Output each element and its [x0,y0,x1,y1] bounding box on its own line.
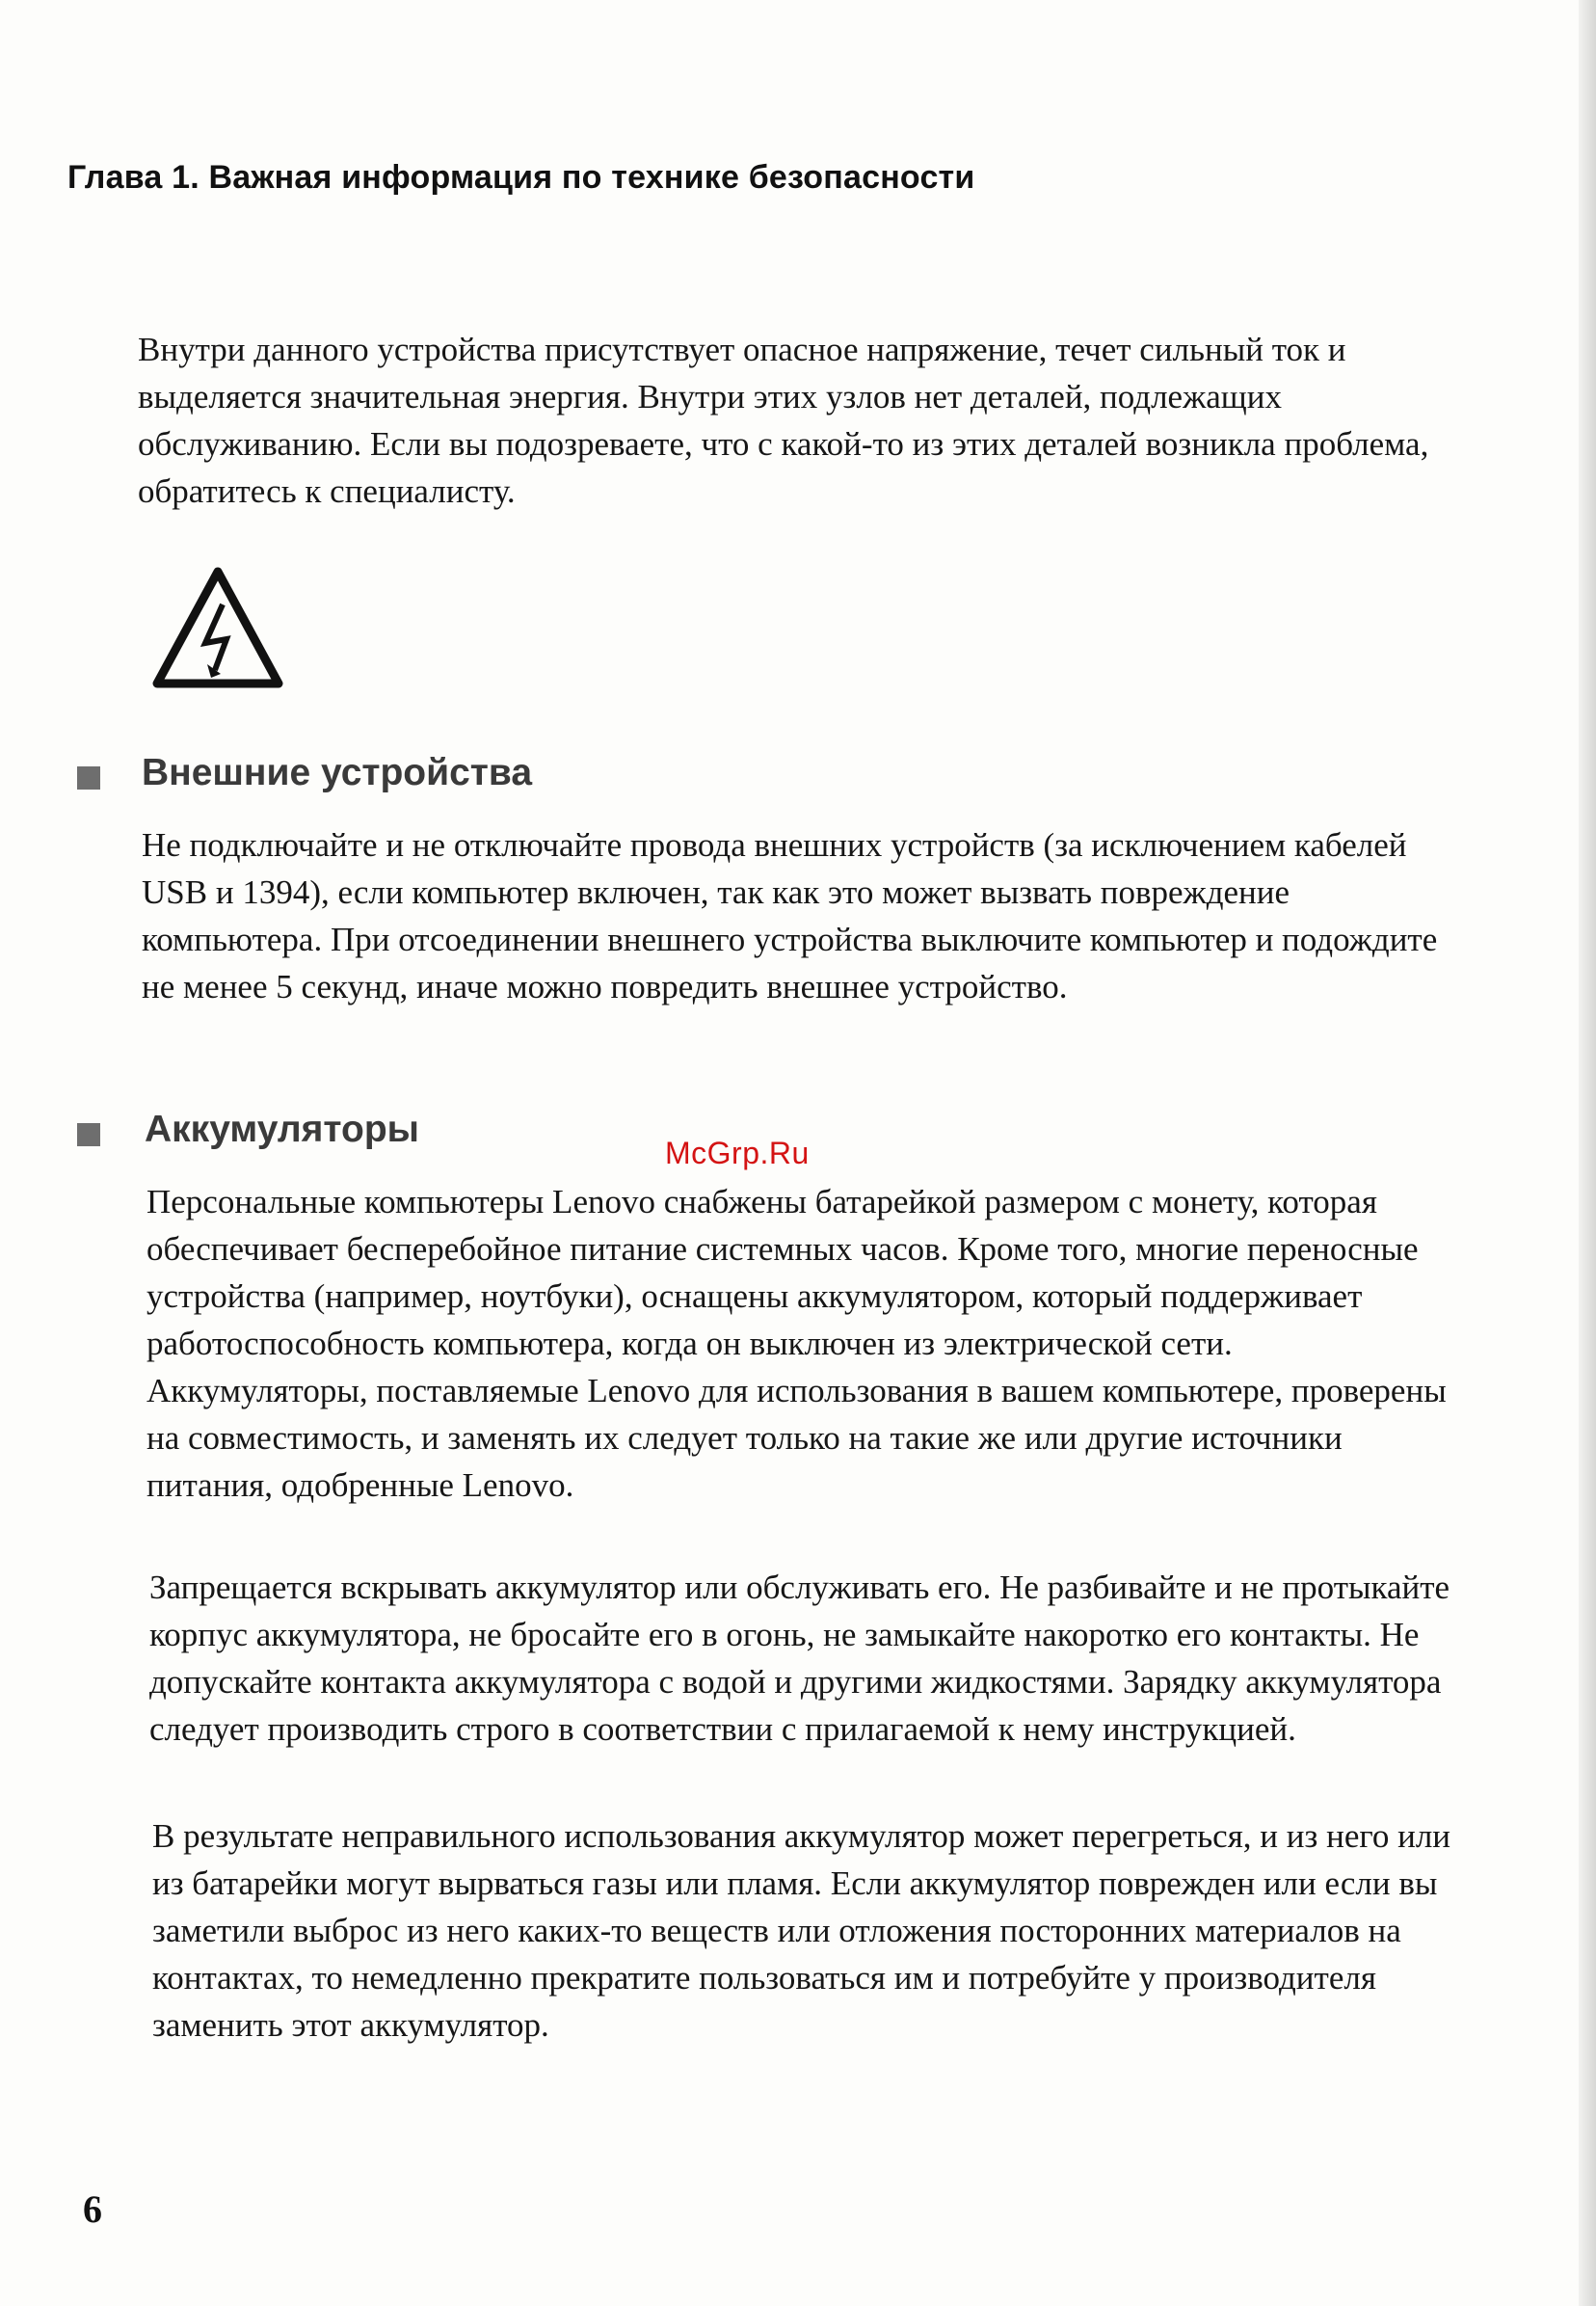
batteries-paragraph-3: В результате неправильного использования аккумулятор может перегреться, и из него или из батарейки могут вырваться газы или пламя. Если аккумулятор поврежден или если вы заметили выброс из него каких-то веществ или отложения посторонних материалов на контактах, то немедленно прекратите пользоваться им и потребуйте у производителя заменить этот аккумулятор. [152,1817,1451,2044]
square-bullet-icon [77,1123,100,1146]
high-voltage-warning-icon [149,564,286,691]
page-edge-shadow [1579,0,1596,2306]
external-devices-paragraph: Не подключайте и не отключайте провода внешних устройств (за исключением кабелей USB и 1394), если компьютер включен, так как это может вызвать повреждение компьютера. При отсоединении внешнего устройства выключите компьютер и подождите не менее 5 секунд, иначе можно повредить внешнее устройство. [142,826,1438,1006]
section-heading-batteries: Аккумуляторы [145,1109,419,1150]
chapter-title: Глава 1. Важная информация по технике безопасности [67,159,975,196]
watermark-link[interactable]: McGrp.Ru [665,1136,810,1170]
page-number: 6 [83,2187,102,2231]
intro-paragraph: Внутри данного устройства присутствует опасное напряжение, течет сильный ток и выделяется значительная энергия. Внутри этих узлов нет деталей, подлежащих обслуживанию. Если вы подозреваете, что с какой-то из этих деталей возникла проблема, обратитесь к специалисту. [138,331,1429,510]
batteries-paragraph-2: Запрещается вскрывать аккумулятор или обслуживать его. Не разбивайте и не протыкайте корпус аккумулятора, не бросайте его в огонь, не замыкайте накоротко его контакты. Не допускайте контакта аккумулятора с водой и другими жидкостями. Зарядку аккумулятора следует производить строго в соответствии с прилагаемой к нему инструкцией. [149,1569,1450,1748]
batteries-paragraph-1: Персональные компьютеры Lenovo снабжены батарейкой размером с монету, которая обеспечивает бесперебойное питание системных часов. Кроме того, многие переносные устройства (например, ноутбуки), оснащены аккумулятором, который поддерживает работоспособность компьютера, когда он выключен из электрической сети. Аккумуляторы, поставляемые Lenovo для использования в вашем компьютере, проверены на совместимость, и заменять их следует только на такие же или другие источники питания, одобренные Lenovo. [146,1183,1447,1504]
section-heading-external-devices: Внешние устройства [142,752,533,793]
square-bullet-icon [77,766,100,790]
